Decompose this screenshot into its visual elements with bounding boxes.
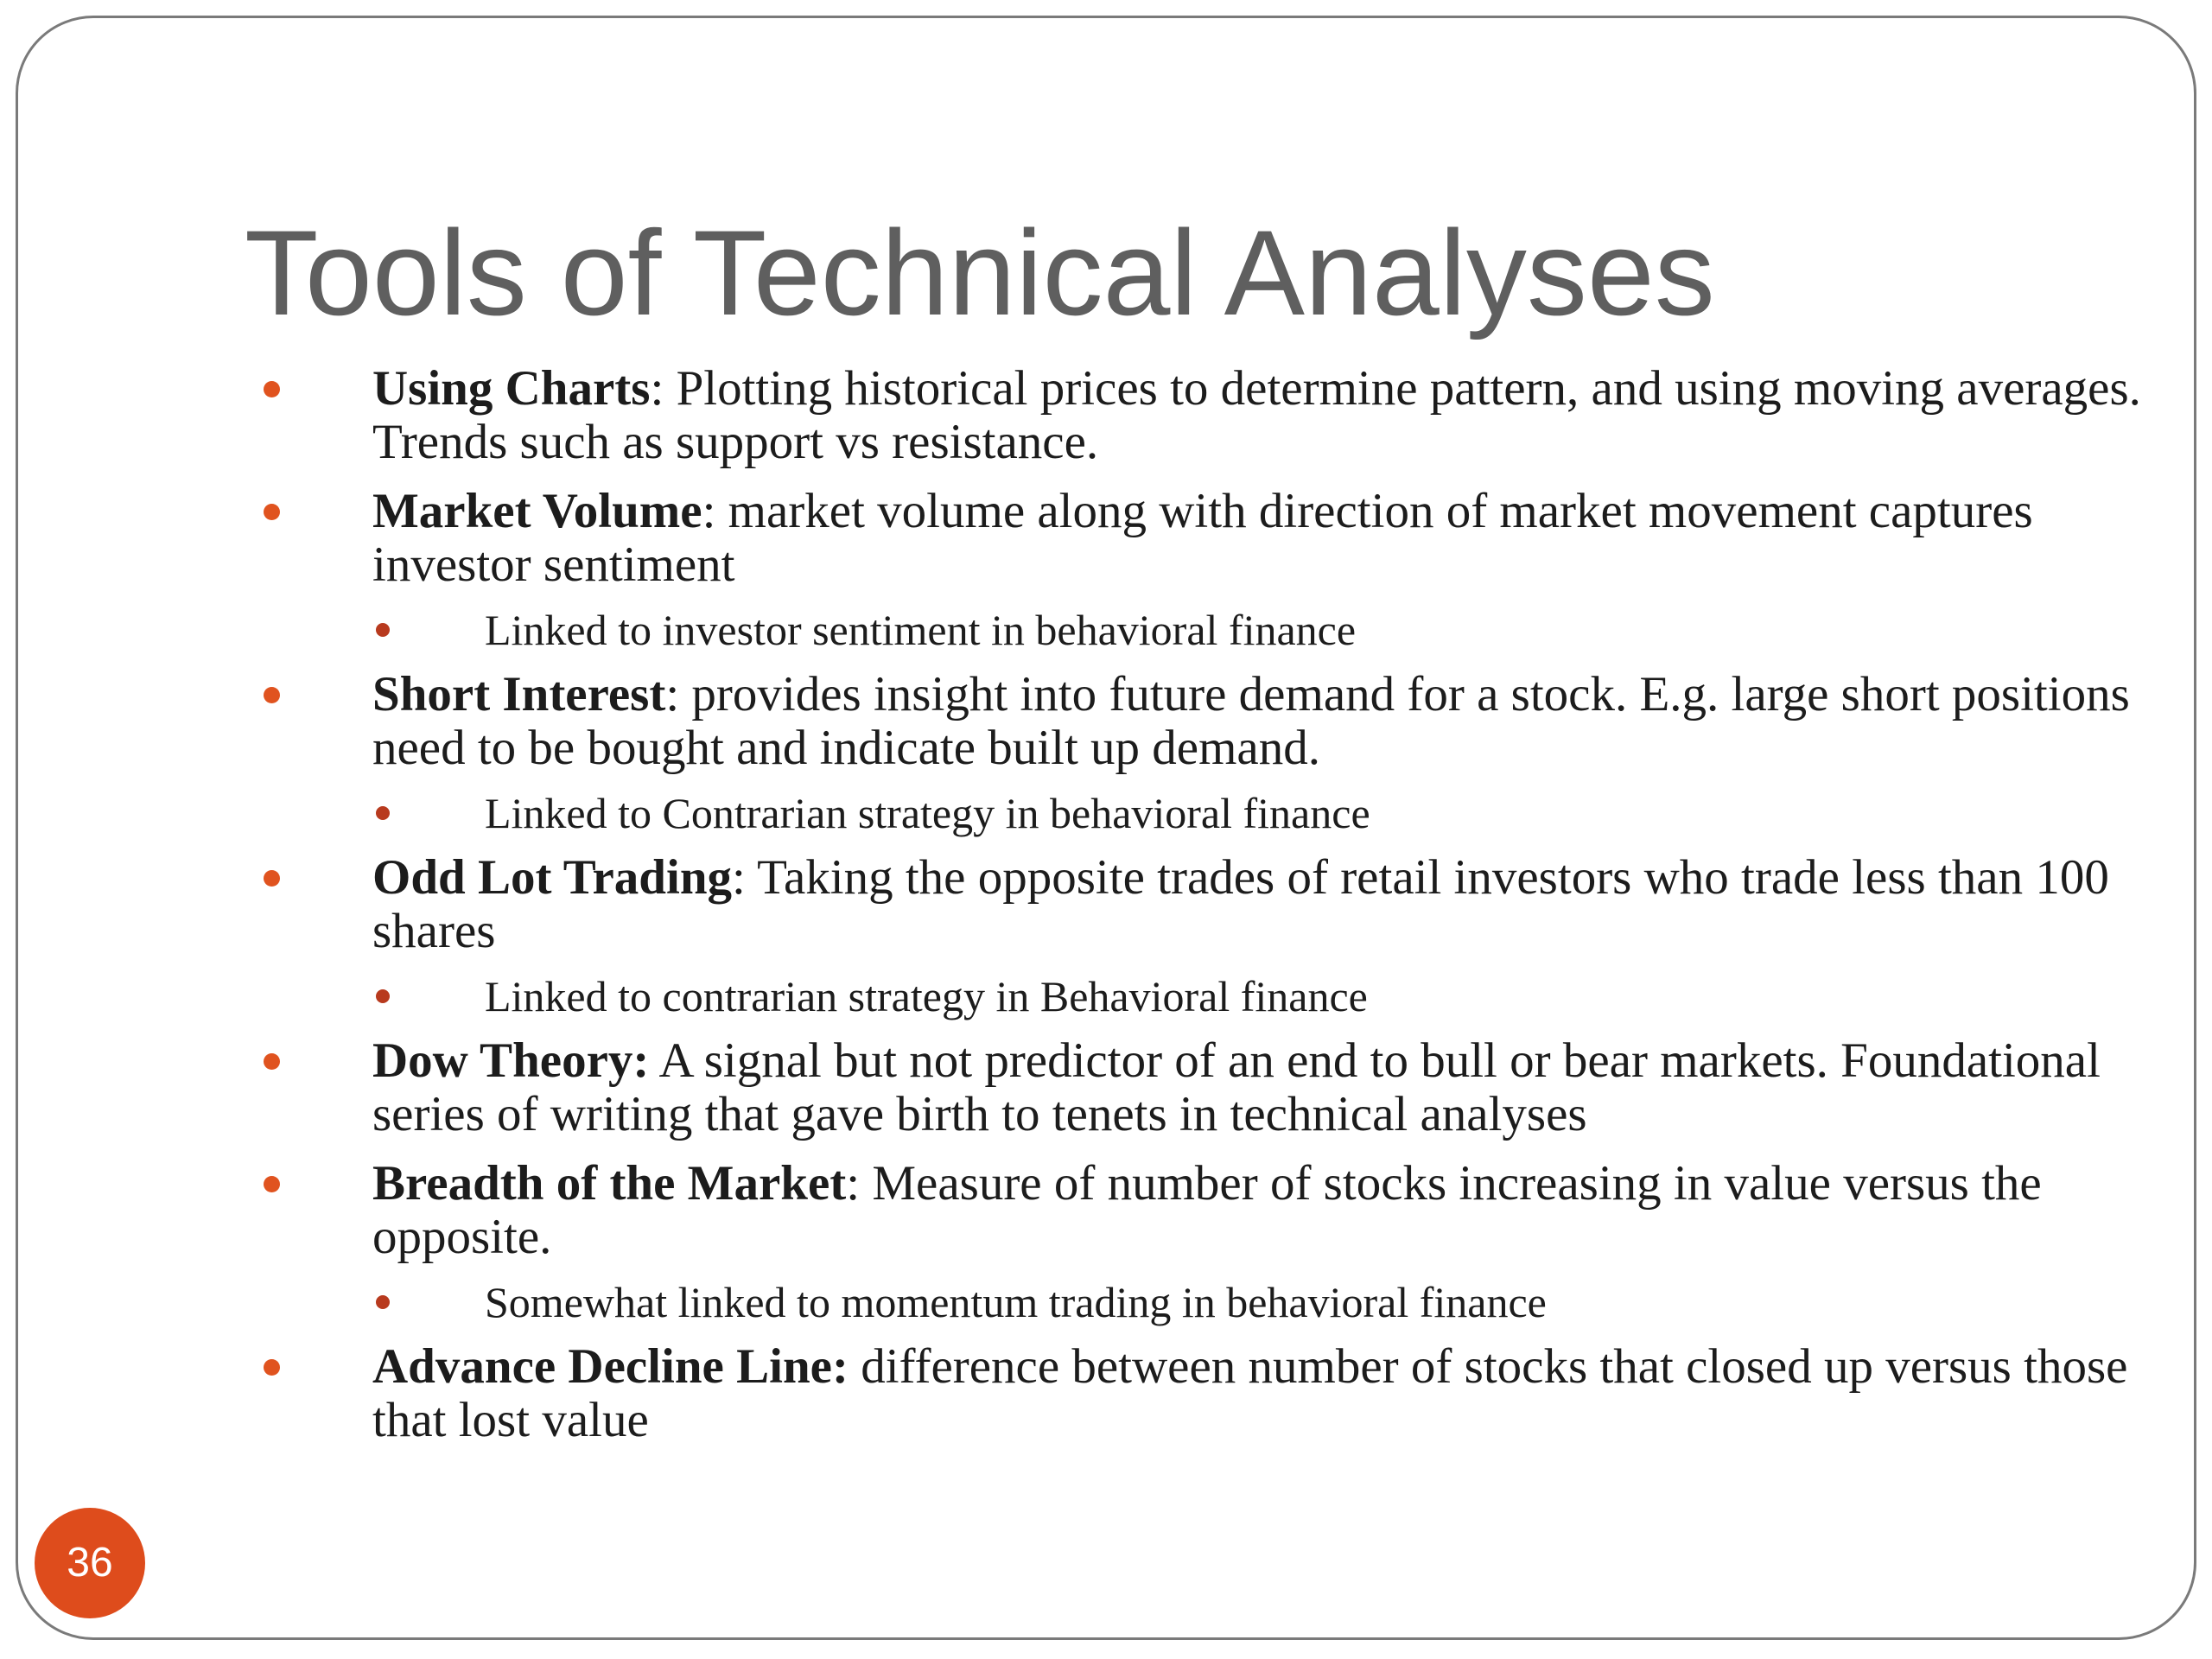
bullet-term: Odd Lot Trading (372, 850, 733, 905)
bullet-dot-icon (264, 1359, 280, 1376)
bullet-separator (649, 1033, 658, 1088)
bullet-text: Measure of number of stocks increasing in value versus the opposite. (372, 1156, 2042, 1264)
bullet-term: Dow Theory: (372, 1033, 650, 1088)
bullet-dot-icon (264, 381, 280, 397)
bullet-item-advance-decline-line (245, 1340, 2145, 1447)
sub-bullet-dot-icon (376, 1295, 390, 1309)
sub-bullet-item (245, 787, 2145, 839)
sub-bullet-text: Linked to investor sentiment in behavioral finance (485, 606, 1357, 654)
bullet-text: difference between number of stocks that closed up versus those that lost value (372, 1339, 2128, 1447)
sub-bullet-dot-icon (376, 806, 390, 820)
bullet-text: provides insight into future demand for a stock. E.g. large short positions need to be bought and indicate built up demand. (372, 667, 2130, 775)
bullet-separator (849, 1339, 861, 1394)
bullet-dot-icon (264, 870, 280, 887)
bullet-item-odd-lot-trading (245, 851, 2145, 958)
sub-bullet-item (245, 604, 2145, 656)
bullet-separator: : (732, 850, 758, 905)
bullet-term: Advance Decline Line: (372, 1339, 849, 1394)
bullet-item-short-interest (245, 668, 2145, 775)
sub-bullet-item (245, 970, 2145, 1022)
slide-title: Tools of Technical Analyses (245, 205, 1715, 340)
bullet-term: Using Charts (372, 361, 651, 416)
bullet-dot-icon (264, 687, 280, 703)
bullet-item-breadth-of-the-market (245, 1157, 2145, 1264)
bullet-separator: : (846, 1156, 873, 1211)
bullet-list (245, 362, 2145, 1463)
bullet-item-dow-theory (245, 1034, 2145, 1141)
sub-bullet-dot-icon (376, 989, 390, 1003)
slide-number-badge: 36 (35, 1508, 145, 1618)
bullet-item-market-volume (245, 485, 2145, 592)
bullet-separator: : (665, 667, 692, 721)
bullet-item-using-charts (245, 362, 2145, 469)
bullet-dot-icon (264, 1053, 280, 1070)
bullet-separator: : (702, 484, 728, 538)
bullet-text: market volume along with direction of market movement captures investor sentiment (372, 484, 2033, 592)
slide (16, 16, 2196, 1640)
sub-bullet-item (245, 1276, 2145, 1328)
bullet-dot-icon (264, 504, 280, 520)
sub-bullet-text: Somewhat linked to momentum trading in behavioral finance (485, 1278, 1547, 1326)
sub-bullet-text: Linked to contrarian strategy in Behavioral finance (485, 972, 1368, 1020)
bullet-text: Plotting historical prices to determine pattern, and using moving averages. Trends such as support vs resistance. (372, 361, 2141, 469)
bullet-separator: : (650, 361, 677, 416)
bullet-dot-icon (264, 1176, 280, 1192)
bullet-text: A signal but not predictor of an end to bull or bear markets. Foundational series of writing that gave birth to tenets in technical analyses (372, 1033, 2101, 1141)
sub-bullet-dot-icon (376, 623, 390, 637)
sub-bullet-text: Linked to Contrarian strategy in behavioral finance (485, 789, 1370, 837)
bullet-text: Taking the opposite trades of retail investors who trade less than 100 shares (372, 850, 2109, 958)
bullet-term: Market Volume (372, 484, 702, 538)
bullet-term: Short Interest (372, 667, 666, 721)
bullet-term: Breadth of the Market (372, 1156, 847, 1211)
